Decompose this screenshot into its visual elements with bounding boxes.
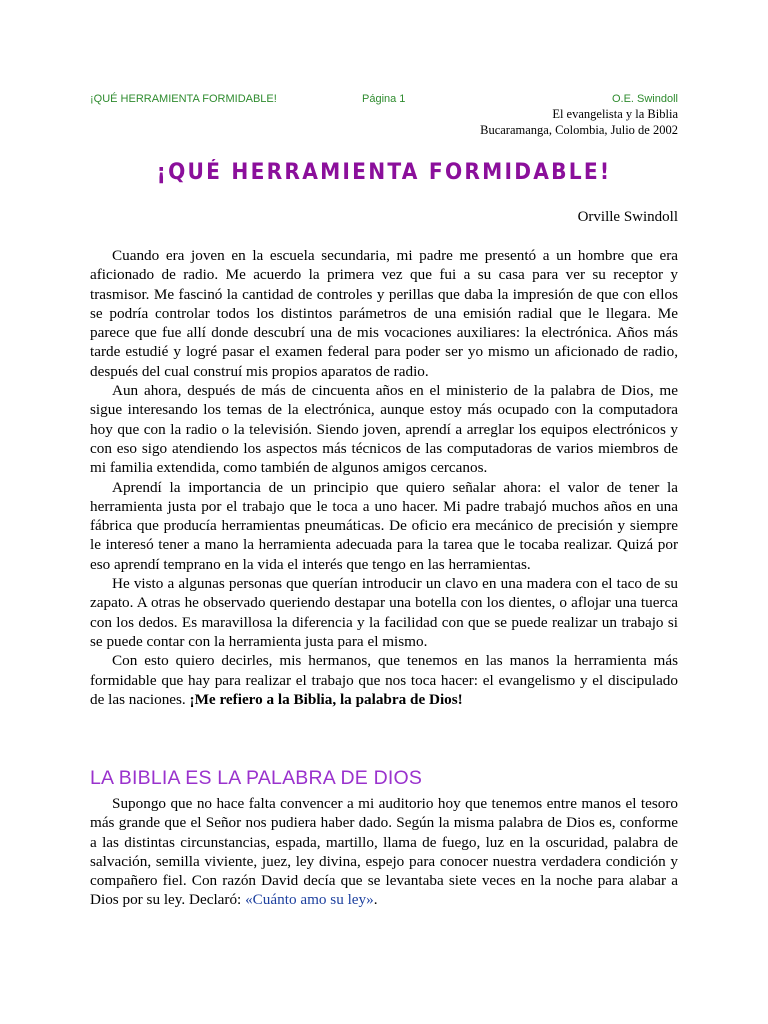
- header-author: O.E. Swindoll: [611, 93, 678, 105]
- section-heading: LA BIBLIA ES LA PALABRA DE DIOS: [90, 767, 423, 789]
- section-paragraph: [90, 794, 678, 910]
- paragraph-4: He visto a algunas personas que querían introducir un clavo en una madera con el taco de su zapato. A otras he observado queriendo destapar una botella con los dientes, o aflojar una tuerca con los dedos. Es maravillosa la diferencia y la facilidad con que se puede realizar un trabajo si se puede contar con la herramienta justa para el mismo.: [90, 575, 678, 650]
- header-page-number: Página 1: [362, 93, 406, 105]
- paragraph-1: Cuando era joven en la escuela secundaria, mi padre me presentó a un hombre que era aficionado de radio. Me acuerdo la primera vez que fui a su casa para ver su receptor y trasmisor. Me fascinó la cantidad de controles y perillas que daba la impresión de que con ellos se podría controlar todos los distintos parámetros de una emisión radial que le llegara. Me parece que fue allí donde descubrí una de mis vocaciones auxiliares: la electrónica. Años más tarde estudié y logré pasar el examen federal para poder ser yo mismo un aficionado de radio, después del cual construí mis propios aparatos de radio.: [90, 247, 678, 380]
- author-name: Orville Swindoll: [577, 209, 678, 225]
- section-body: [90, 794, 678, 910]
- paragraph-2: Aun ahora, después de más de cincuenta años en el ministerio de la palabra de Dios, me sigue interesando los temas de la electrónica, aunque estoy más ocupado con la computadora hoy que con la radio o la televisión. Siendo joven, aprendí a arreglar los equipos electrónicos y con eso sigo atendiendo los aspectos más técnicos de las computadoras de varios miembros de mi familia extendida, como también de algunos amigos cercanos.: [90, 382, 678, 477]
- document-title: ¡QUÉ HERRAMIENTA FORMIDABLE!: [156, 160, 612, 185]
- paragraph-5: [90, 651, 678, 709]
- intro-body: [90, 246, 678, 709]
- paragraph-5-emphasis: ¡Me refiero a la Biblia, la palabra de Dios!: [189, 690, 463, 708]
- paragraph-3: Aprendí la importancia de un principio que quiero señalar ahora: el valor de tener la herramienta justa por el trabajo que le toca a uno hacer. Mi padre trabajó muchos años en una fábrica que producía herramientas pneumáticas. De oficio era mecánico de precisión y siempre le interesó tener a mano la herramienta adecuada para la tarea que le tocaba realizar. Quizá por eso aprendí temprano en la vida el interés que tengo en las herramientas.: [90, 478, 678, 573]
- section-paragraph-text: Supongo que no hace falta convencer a mi auditorio hoy que tenemos entre manos el tesoro más grande que el Señor nos pudiera haber dado. Según la misma palabra de Dios es, conforme a las distintas circunstancias, espada, martillo, llama de fuego, luz en la oscuridad, palabra de salvación, semilla viviente, juez, ley divina, espejo para conocer nuestra verdadera condición y compañero fiel. Con razón David decía que se levantaba siete veces en la noche para alabar a Dios por su ley. Declaró:: [90, 795, 678, 909]
- page-header: [90, 93, 678, 143]
- header-subtitle: El evangelista y la Biblia: [552, 107, 678, 121]
- header-place-date: Bucaramanga, Colombia, Julio de 2002: [480, 123, 678, 137]
- section-paragraph-end: .: [373, 891, 378, 909]
- paragraph-5-text: Con esto quiero decirles, mis hermanos, que tenemos en las manos la herramienta más formidable que hay para realizar el trabajo que nos toca hacer: el evangelismo y el discipulado de las naciones.: [90, 652, 678, 708]
- header-title: ¡QUÉ HERRAMIENTA FORMIDABLE!: [90, 93, 277, 105]
- scripture-quote: «Cuánto amo su ley»: [245, 891, 374, 909]
